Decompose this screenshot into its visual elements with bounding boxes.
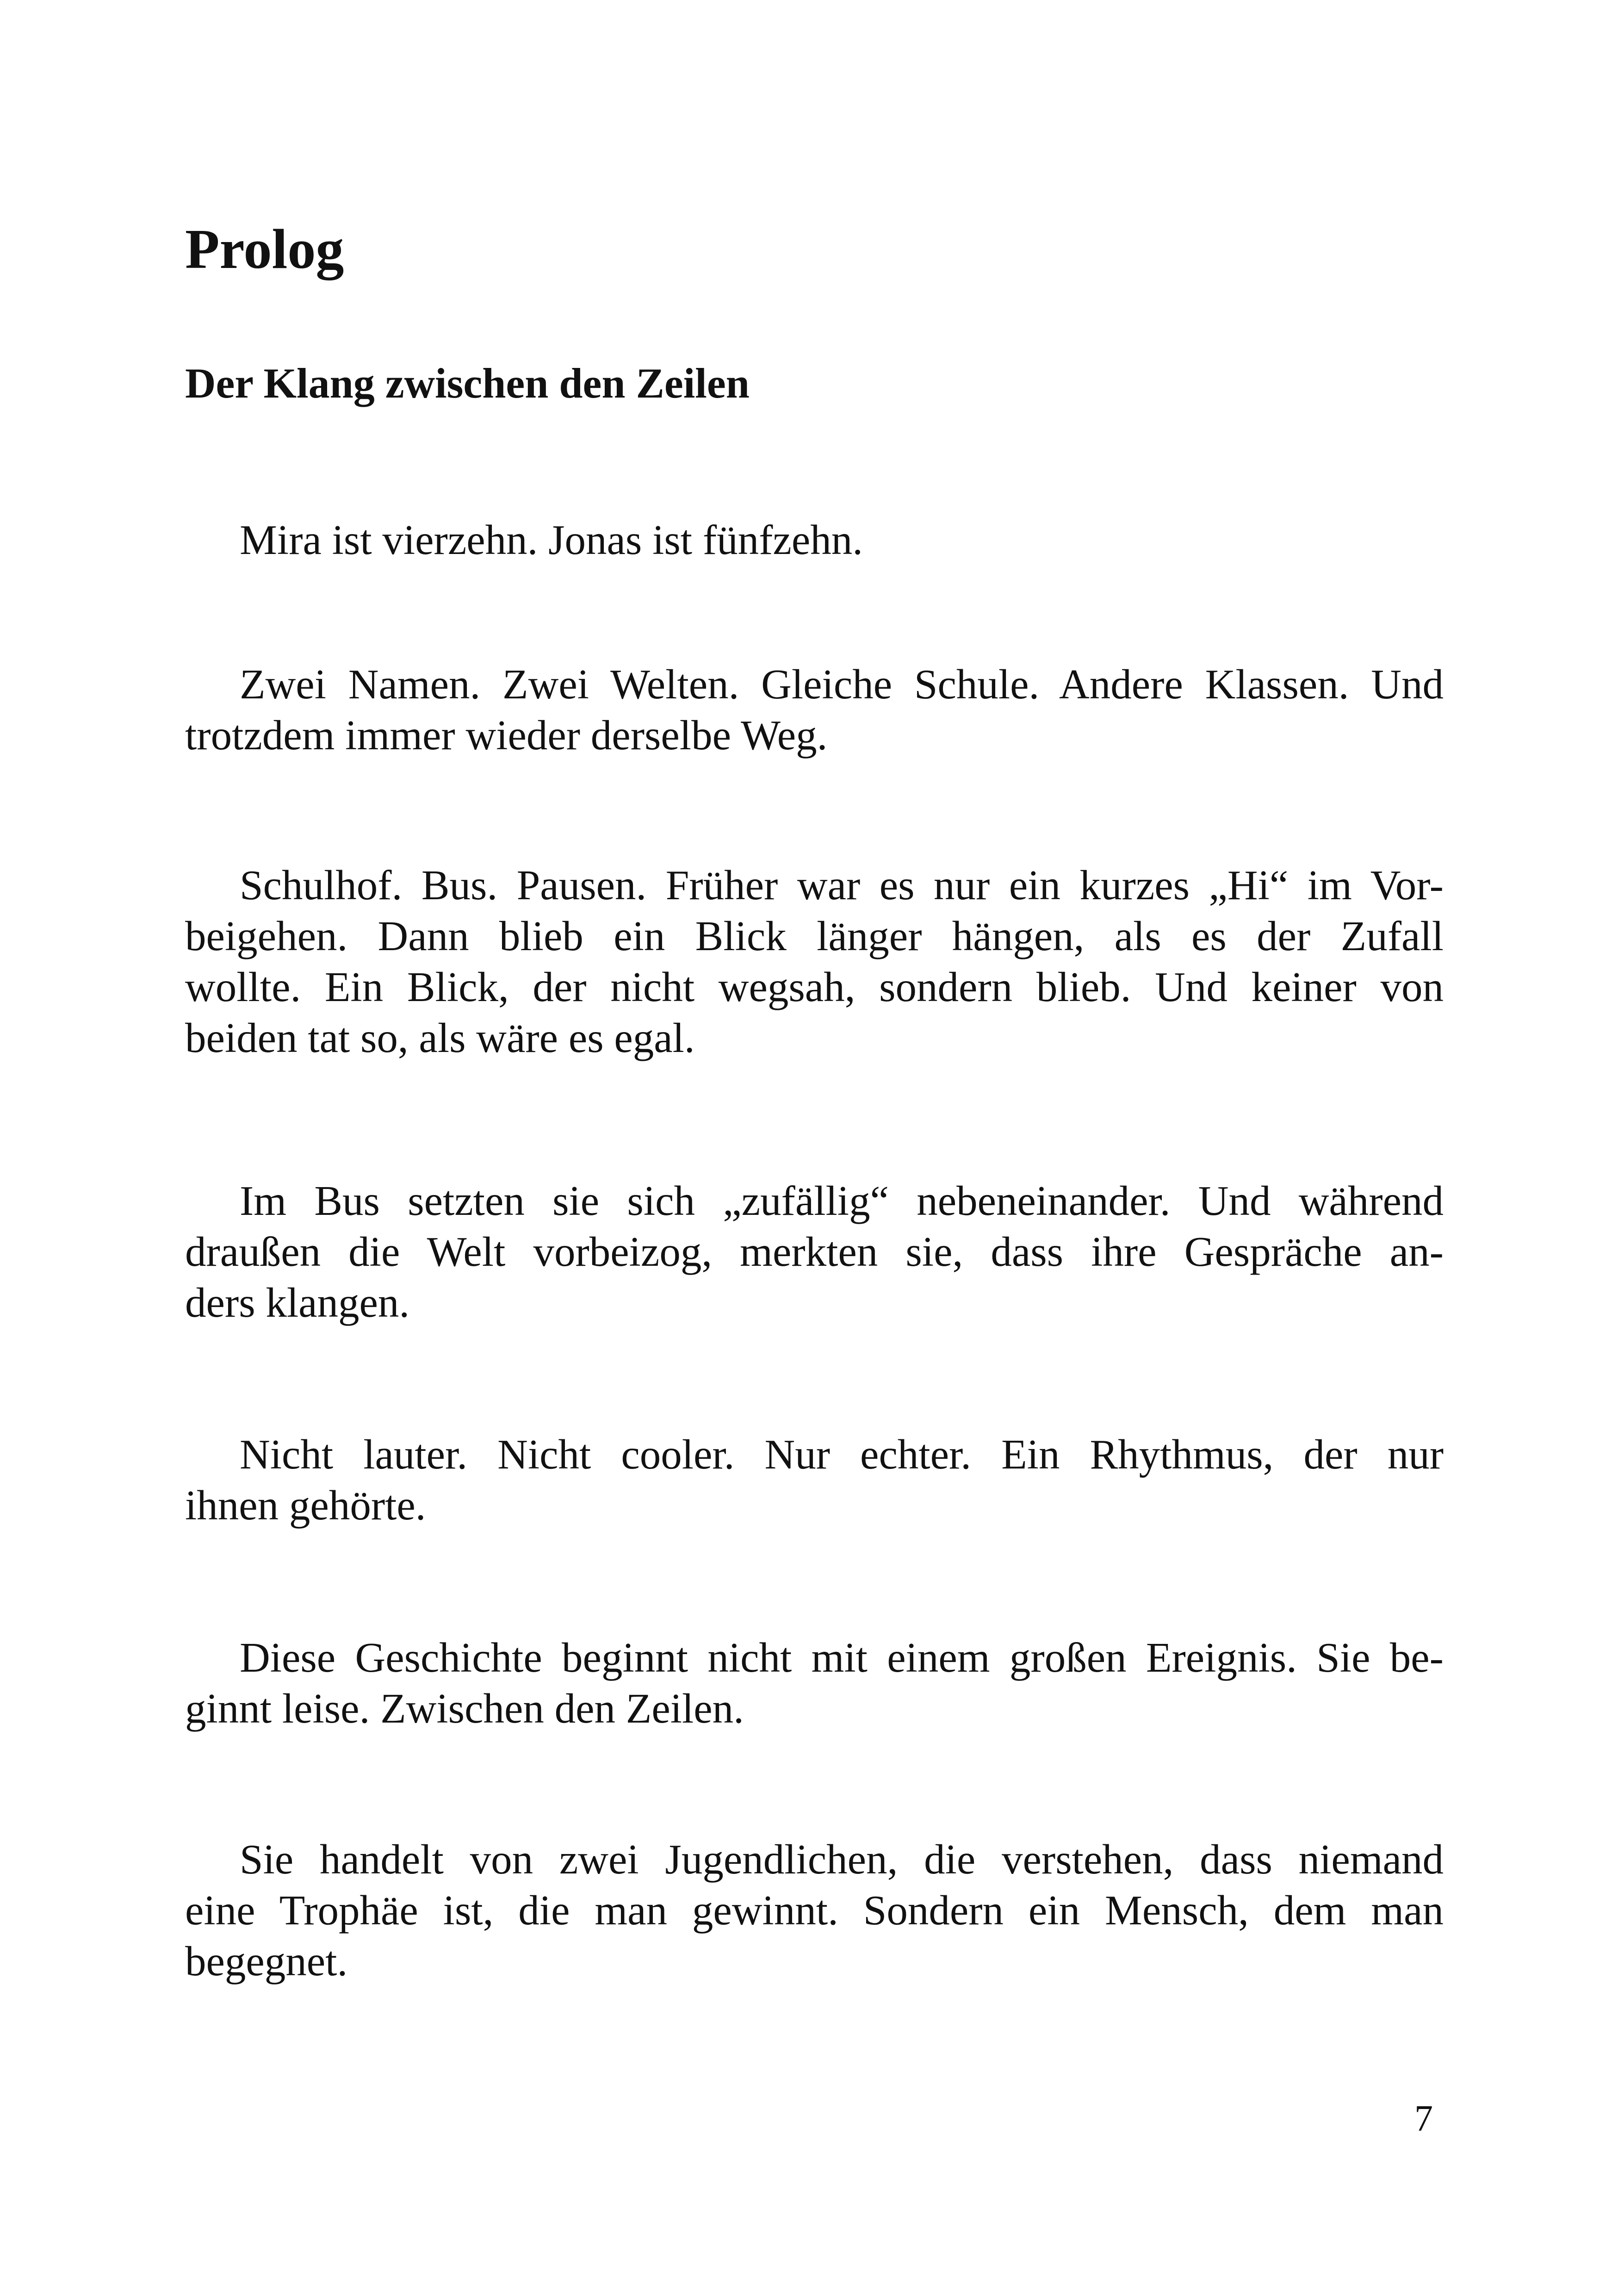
paragraph-line: eine Trophäe ist, die man gewinnt. Sondern ein Mensch, dem man — [185, 1887, 1444, 1934]
paragraph-line: ihnen gehörte. — [185, 1482, 426, 1529]
paragraph-line: beigehen. Dann blieb ein Blick länger hängen, als es der Zufall — [185, 913, 1444, 959]
paragraph-line: Zwei Namen. Zwei Welten. Gleiche Schule. Andere Klassen. Und — [240, 661, 1444, 708]
chapter-title: Prolog — [185, 218, 344, 280]
paragraph-line: Sie handelt von zwei Jugendlichen, die verstehen, dass niemand — [240, 1836, 1444, 1883]
paragraph-2 — [185, 659, 1444, 761]
paragraph-line: trotzdem immer wieder derselbe Weg. — [185, 712, 828, 759]
paragraph-1 — [185, 515, 1444, 566]
paragraph-line: Nicht lauter. Nicht cooler. Nur echter. Ein Rhythmus, der nur — [240, 1431, 1444, 1478]
paragraph-7 — [185, 1834, 1444, 1987]
paragraph-line: ginnt leise. Zwischen den Zeilen. — [185, 1685, 744, 1732]
paragraph-line: begegnet. — [185, 1938, 348, 1985]
paragraph-line: Schulhof. Bus. Pausen. Früher war es nur ein kurzes „Hi“ im Vor- — [240, 862, 1444, 908]
paragraph-5 — [185, 1429, 1444, 1531]
paragraph-line: wollte. Ein Blick, der nicht wegsah, sondern blieb. Und keiner von — [185, 964, 1444, 1010]
paragraph-line: draußen die Welt vorbeizog, merkten sie, dass ihre Gespräche an- — [185, 1228, 1444, 1275]
paragraph-4 — [185, 1176, 1444, 1328]
paragraph-6 — [185, 1632, 1444, 1734]
paragraph-line: beiden tat so, als wäre es egal. — [185, 1014, 695, 1061]
section-title: Der Klang zwischen den Zeilen — [185, 360, 750, 407]
paragraph-3 — [185, 860, 1444, 1064]
paragraph-line: ders klangen. — [185, 1279, 410, 1326]
paragraph-line: Im Bus setzten sie sich „zufällig“ nebeneinander. Und während — [240, 1177, 1444, 1224]
paragraph-line: Diese Geschichte beginnt nicht mit einem großen Ereignis. Sie be- — [240, 1634, 1444, 1681]
paragraph-line: Mira ist vierzehn. Jonas ist fünfzehn. — [240, 516, 863, 563]
page-number: 7 — [1414, 2098, 1433, 2139]
